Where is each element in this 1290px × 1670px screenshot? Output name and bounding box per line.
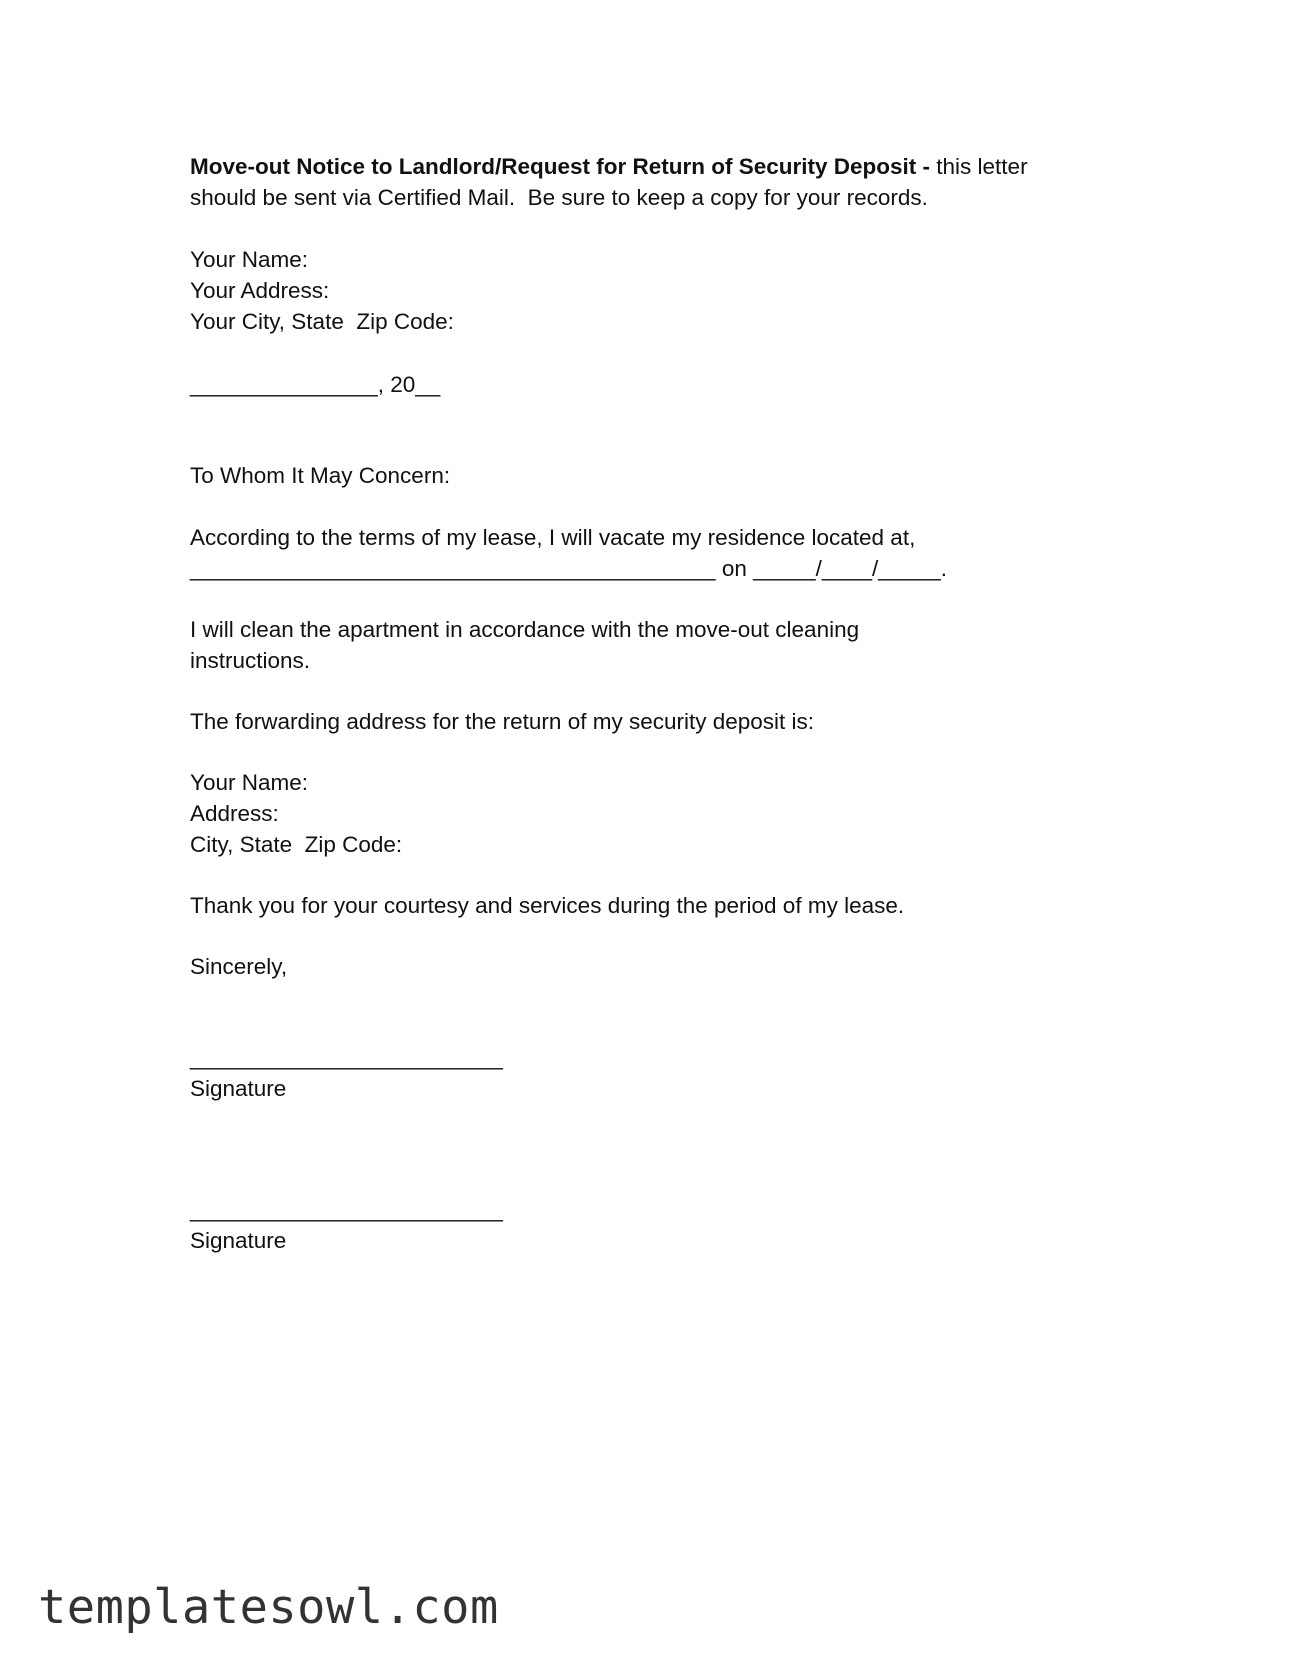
letter-title-line (190, 151, 1028, 182)
cleaning-paragraph-line-2: instructions. (190, 648, 311, 673)
forwarding-paragraph: The forwarding address for the return of my security deposit is: (190, 709, 815, 734)
vacate-paragraph-line-1: According to the terms of my lease, I will vacate my residence located at, (190, 525, 916, 550)
forwarding-address-label: Address: (190, 801, 279, 826)
signature-label-2: Signature (190, 1228, 287, 1253)
letter-title: Move-out Notice to Landlord/Request for Return of Security Deposit - (190, 154, 931, 179)
sender-name-label: Your Name: (190, 247, 308, 272)
signature-line-2: _________________________ (190, 1197, 503, 1222)
sender-city-label: Your City, State Zip Code: (190, 309, 454, 334)
date-line: _______________, 20__ (190, 372, 441, 397)
forwarding-city-label: City, State Zip Code: (190, 832, 403, 857)
intro-text: should be sent via Certified Mail. Be sure to keep a copy for your records. (190, 185, 928, 210)
watermark: templatesowl.com (38, 1580, 499, 1635)
salutation: To Whom It May Concern: (190, 463, 451, 488)
sender-address-label: Your Address: (190, 278, 330, 303)
forwarding-name-label: Your Name: (190, 770, 308, 795)
signature-line-1: _________________________ (190, 1045, 503, 1070)
cleaning-paragraph-line-1: I will clean the apartment in accordance with the move-out cleaning (190, 617, 860, 642)
vacate-paragraph-line-2: __________________________________________ on _____/____/_____. (190, 556, 948, 581)
letter-title-rest: this letter (930, 154, 1028, 179)
signature-label-1: Signature (190, 1076, 287, 1101)
closing: Sincerely, (190, 954, 288, 979)
thanks-paragraph: Thank you for your courtesy and services during the period of my lease. (190, 893, 905, 918)
